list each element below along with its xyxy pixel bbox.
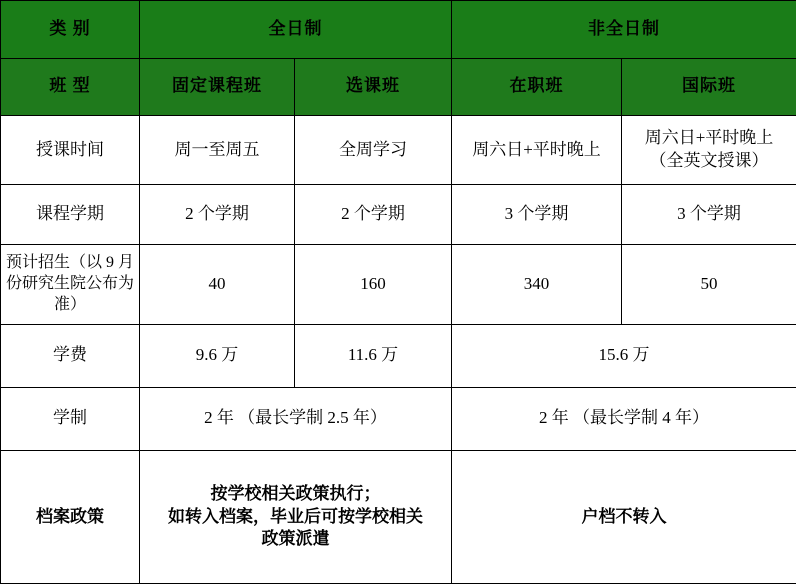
row-label-planned-enrollment: 预计招生（以 9 月份研究生院公布为准） bbox=[1, 244, 140, 324]
cell-terms-inservice: 3 个学期 bbox=[452, 184, 622, 244]
header-cell-fixed-course-class: 固定课程班 bbox=[140, 58, 295, 116]
cell-class-time-international bbox=[622, 116, 796, 185]
cell-terms-elective: 2 个学期 bbox=[295, 184, 452, 244]
table-row-class-time bbox=[1, 116, 796, 185]
header-cell-elective-class: 选课班 bbox=[295, 58, 452, 116]
cell-enrollment-fixed: 40 bbox=[140, 244, 295, 324]
cell-terms-international: 3 个学期 bbox=[622, 184, 796, 244]
table-row-duration bbox=[1, 387, 796, 450]
table-row-course-terms bbox=[1, 184, 796, 244]
cell-class-time-inservice: 周六日+平时晚上 bbox=[452, 116, 622, 185]
table-row-planned-enrollment bbox=[1, 244, 796, 324]
header-cell-fulltime: 全日制 bbox=[140, 1, 452, 59]
cell-class-time-international-line1: 周六日+平时晚上 bbox=[644, 128, 774, 148]
row-label-course-terms: 课程学期 bbox=[1, 184, 140, 244]
header-cell-international-class: 国际班 bbox=[622, 58, 796, 116]
cell-class-time-international-line2: （全英文授课） bbox=[649, 151, 769, 171]
table-row-tuition bbox=[1, 324, 796, 387]
cell-terms-fixed: 2 个学期 bbox=[140, 184, 295, 244]
row-label-class-time: 授课时间 bbox=[1, 116, 140, 185]
cell-duration-parttime: 2 年 （最长学制 4 年） bbox=[452, 387, 796, 450]
cell-tuition-fixed: 9.6 万 bbox=[140, 324, 295, 387]
header-cell-category-label: 类 别 bbox=[1, 1, 140, 59]
cell-enrollment-international: 50 bbox=[622, 244, 796, 324]
row-label-file-policy: 档案政策 bbox=[1, 450, 140, 583]
row-label-tuition: 学费 bbox=[1, 324, 140, 387]
cell-file-policy-fulltime-line1: 按学校相关政策执行； bbox=[210, 483, 381, 503]
table-header-row-classtype bbox=[1, 58, 796, 116]
cell-file-policy-fulltime bbox=[140, 450, 452, 583]
cell-tuition-elective: 11.6 万 bbox=[295, 324, 452, 387]
header-cell-inservice-class: 在职班 bbox=[452, 58, 622, 116]
cell-file-policy-parttime: 户档不转入 bbox=[452, 450, 796, 583]
cell-tuition-parttime: 15.6 万 bbox=[452, 324, 796, 387]
cell-duration-fulltime: 2 年 （最长学制 2.5 年） bbox=[140, 387, 452, 450]
header-cell-parttime: 非全日制 bbox=[452, 1, 796, 59]
cell-file-policy-fulltime-line2: 如转入档案，毕业后可按学校相关 bbox=[168, 506, 423, 526]
cell-class-time-fixed: 周一至周五 bbox=[140, 116, 295, 185]
cell-enrollment-elective: 160 bbox=[295, 244, 452, 324]
row-label-duration: 学制 bbox=[1, 387, 140, 450]
table-header-row-category bbox=[1, 1, 796, 59]
header-cell-classtype-label: 班 型 bbox=[1, 58, 140, 116]
cell-class-time-elective: 全周学习 bbox=[295, 116, 452, 185]
cell-file-policy-fulltime-line3: 政策派遣 bbox=[261, 529, 330, 549]
cell-enrollment-inservice: 340 bbox=[452, 244, 622, 324]
table-row-file-policy bbox=[1, 450, 796, 583]
